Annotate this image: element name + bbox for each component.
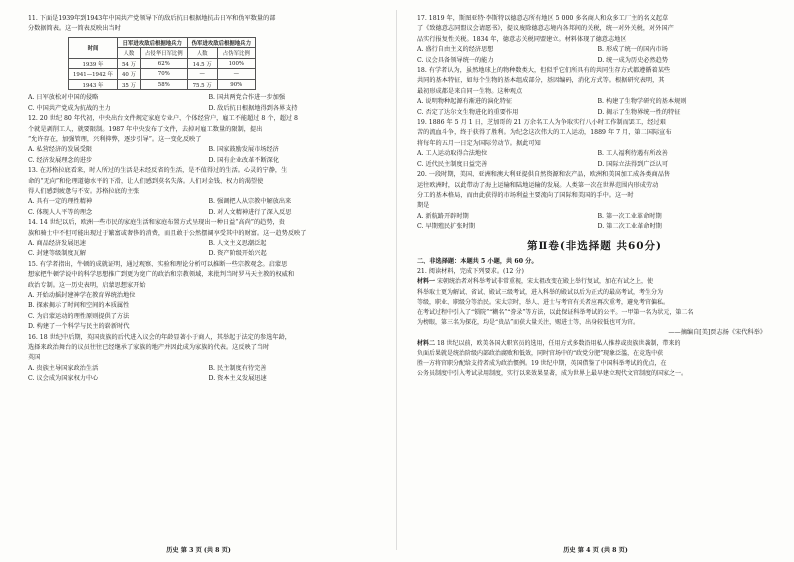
material-1-line-3: 等级，职业、职级分等治民。宋太宗时，举人、进士与考官有关者应再次重考，避免考官偏私。 xyxy=(417,298,670,306)
table-subheader: 占伪军比例 xyxy=(217,48,255,59)
question-20 xyxy=(417,170,772,232)
q15-stem-3: 政治专制。这一历史表明，启蒙思想家开始 xyxy=(28,281,146,289)
option-a[interactable]: A. 说明物种起源有渐进的演化特征 xyxy=(417,98,513,106)
option-b[interactable]: B. 人文主义思潮泛起 xyxy=(208,240,267,247)
q17-stem-2: 了《致德意志同盟议会请愿书》，提议废除德意志境内各邦间的关税，统一对外关税，对外国产 xyxy=(417,25,674,33)
option-b[interactable]: B. 国家鼓励发展市场经济 xyxy=(208,146,279,154)
option-b[interactable]: B. 工人福利待遇有所改善 xyxy=(597,150,668,158)
table-row xyxy=(69,58,256,69)
option-a[interactable]: A. 工人运动取得合法地位 xyxy=(417,150,488,158)
page-footer-left: 历史 第 3 页 (共 8 页) xyxy=(166,547,231,554)
option-a[interactable]: A. 具有一定的理性精神 xyxy=(28,198,93,206)
option-c[interactable]: C. 经济发展理念的进步 xyxy=(28,156,93,164)
q16-stem-3: 英国 xyxy=(28,354,41,362)
q11-table xyxy=(68,37,256,91)
q15-stem-1: 15. 有学者指出，牛顿的成就证明，通过观察、实验和理论分析可以推断一些宗教观念。启蒙思 xyxy=(28,260,288,268)
q14-stem-1: 14. 14 世纪以后，欧洲一些市民的家庭生活和家庭布置方式呈现出一种日益“高尚”的趋势，贵 xyxy=(28,219,285,227)
q14-stem-2: 族和骑士中不但可能出现过于繁富或奢侈的消费，而且敢于公然摆阔享受其中的财富。这一趋势反映了 xyxy=(28,229,307,237)
question-12 xyxy=(28,114,383,166)
table-cell: 58% xyxy=(140,79,187,90)
option-d[interactable]: D. 构建了一个科学与民主的崭新时代 xyxy=(28,323,130,331)
q15-options xyxy=(28,291,383,333)
material-2-label: 材料二 xyxy=(417,339,436,347)
q17-stem-3: 品实行报复性关税。1834 年，德意志关税同盟建立。材料体现了德意志地区 xyxy=(417,35,627,43)
q17-options xyxy=(417,45,772,66)
q15-stem-2: 想家把牛顿学说中的科学思想推广到更为宽广的政治和宗教领域，来批判当时罗马天主教的权威和 xyxy=(28,271,295,279)
q12-stem-3: “允许存在，加强管理，兴利抑弊，逐步引导”。这一变化反映了 xyxy=(28,135,202,143)
q17-stem-1: 17. 1819 年，斯图亚特·李斯特以德意志所有地区 5 000 多名商人和众多工厂主的名义起草 xyxy=(417,15,669,22)
q12-options xyxy=(28,145,383,166)
material-1 xyxy=(417,277,772,338)
material-2-line-2: 负面后果就是统治阶级内部政治腐败和低效，同时官场中的“政党分肥”现象泛滥，在竞选中获 xyxy=(417,349,664,357)
q20-stem-3: 分工的基本格局，而由此获得的市场利益主要流向了国际和美国的手中。这一时 xyxy=(417,191,634,199)
table-cell: 35 万 xyxy=(117,79,140,90)
table-header-japan: 日军进攻敌后根据地兵力 xyxy=(117,37,187,48)
option-a[interactable]: A. 新航路开辟时期 xyxy=(417,212,469,220)
material-1-line-2: 科举取士更为解试、省试、殿试三级考试，进入科举的殿试以后为正式的最高考试，考生分为 xyxy=(417,288,664,296)
table-subheader: 人数 xyxy=(117,48,140,59)
q21-heading: 21. 阅读材料，完成下列要求。(12 分) xyxy=(417,267,524,275)
option-b[interactable]: B. 国共两党合作进一步加强 xyxy=(208,94,286,102)
table-subheader: 占侵华日军比例 xyxy=(140,48,187,59)
q20-stem-4: 期是 xyxy=(417,202,430,210)
q18-stem-3: 最初形成都是来自同一生物。这种观点 xyxy=(417,87,523,95)
q12-stem-2: 个就是剥削工人，就要限制。1987 年中央发布了文件，去掉对雇工数量的限制，提出 xyxy=(28,125,263,133)
option-c[interactable]: C. 中国共产党成为抗战的主力 xyxy=(28,104,111,112)
option-c[interactable]: C. 为启蒙运动的理性原则提供了方法 xyxy=(28,312,130,320)
table-row xyxy=(69,69,256,80)
table-header-puppet: 伪军进攻敌后根据地兵力 xyxy=(187,37,255,48)
option-c[interactable]: C. 早期殖民扩张时期 xyxy=(417,223,475,231)
option-a[interactable]: A. 日军放松对中国的侵略 xyxy=(28,94,99,102)
option-b[interactable]: B. 构建了生物学研究的基本规则 xyxy=(597,98,687,106)
material-1-line-1: 宋朝统治者对科举考试非常重视，宋太祖改变在殿上举行复试，加在有试之上，使 xyxy=(436,278,653,286)
q20-options xyxy=(417,212,772,233)
question-16 xyxy=(28,333,383,385)
option-c[interactable]: C. 否定了达尔文生物进化的重要作用 xyxy=(417,108,519,116)
material-1-label: 材料一 xyxy=(417,278,436,286)
option-d[interactable]: D. 国际立法得到广泛认可 xyxy=(597,160,669,168)
material-2-line-3: 胜一方将官职分配给支持者成为政治惯例。19 世纪中期，英国借鉴了中国科举考试的优点，在 xyxy=(417,360,667,368)
question-13 xyxy=(28,166,383,218)
table-cell: 62% xyxy=(140,58,187,69)
option-b[interactable]: B. 第一次工业革命时期 xyxy=(597,212,662,220)
q13-stem-2: 命的“无向”和伦理道德水平的下滑，让人们感到莫名失落。人们对金钱、权力的渴望使 xyxy=(28,177,264,185)
q14-options xyxy=(28,239,383,260)
option-d[interactable]: D. 资产阶级开始兴起 xyxy=(208,250,267,258)
table-cell: 1943 年 xyxy=(69,79,118,90)
option-d[interactable]: D. 敌后抗日根据地得到各界支持 xyxy=(208,104,298,112)
right-page xyxy=(397,0,794,562)
q20-stem-2: 运往欧洲时，以此带动了海上运输和陆地运输的发展。人类第一次在世界范围内形成劳动 xyxy=(417,181,659,189)
table-cell: 70% xyxy=(140,69,187,80)
q19-stem-1: 19. 1886 年 5 月 1 日，芝加哥的 21 万余名工人为争取实行八小时工作制而罢工，经过艰 xyxy=(417,119,666,127)
question-18 xyxy=(417,66,772,118)
citation: ——摘编自[美]贾志扬《宋代科举》 xyxy=(668,329,766,337)
option-d[interactable]: D. 揭示了生物界统一性的特征 xyxy=(597,108,681,116)
q12-stem-1: 12. 20 世纪 80 年代初，中央出台文件规定家庭专业户、个体经营户，雇工不能超过 8 个，超过 8 xyxy=(28,115,298,123)
option-d[interactable]: D. 资本主义发展迅速 xyxy=(208,375,267,383)
q20-stem-1: 20. 一段时期，美国、亚洲和澳大利亚提供自然资源和农产品，欧洲和美国加工成各类商品售 xyxy=(417,171,671,179)
table-row xyxy=(69,79,256,90)
option-c[interactable]: C. 议会具备领导统一的能力 xyxy=(417,56,494,64)
option-a[interactable]: A. 私营经济的发展受限 xyxy=(28,146,93,154)
material-line xyxy=(417,339,772,349)
table-cell: 100% xyxy=(217,58,255,69)
table-cell: 14.5 万 xyxy=(187,58,217,69)
option-b[interactable]: B. 强调把人从宗教中解放出来 xyxy=(208,198,292,206)
q16-stem-1: 16. 18 世纪中后期，英国贵族的后代进入议会的年龄显著小于商人，其举起于法定的参选年龄， xyxy=(28,333,291,341)
q19-stem-3: 将每年的五月一日定为国际劳动节。据此可知 xyxy=(417,139,541,147)
table-cell: 54 万 xyxy=(117,58,140,69)
question-15 xyxy=(28,260,383,333)
q16-options xyxy=(28,364,383,385)
option-d[interactable]: D. 第二次工业革命时期 xyxy=(597,223,662,231)
q11-options xyxy=(28,93,383,114)
option-d[interactable]: D. 国有企业改革不断深化 xyxy=(208,156,280,164)
q19-options xyxy=(417,149,772,170)
table-header-time: 时间 xyxy=(69,37,118,58)
table-cell: 75.5 万 xyxy=(187,79,217,90)
option-c[interactable]: C. 近代民主制度日益完善 xyxy=(417,160,488,168)
q11-stem-2: 分数据简表。这一简表反映出当时 xyxy=(28,25,121,33)
option-c[interactable]: C. 封建等级制度瓦解 xyxy=(28,250,86,258)
material-1-line-4: 在考试过程中引入了“锁院”“糊名”“誊录”等方法，以此保证科举考试的公平。一甲第一名为状元，第二名 xyxy=(417,308,694,316)
option-b[interactable]: B. 探索揭示了时间和空间的本质属性 xyxy=(28,302,130,310)
option-d[interactable]: D. 对人文精神进行了深入反思 xyxy=(208,208,292,216)
table-cell: 90% xyxy=(217,79,255,90)
option-c[interactable]: C. 体现人人平等的理念 xyxy=(28,208,93,216)
option-c[interactable]: C. 议会成为国家权力中心 xyxy=(28,375,99,383)
page-footer-right: 历史 第 4 页 (共 8 页) xyxy=(563,547,628,554)
question-11 xyxy=(28,14,383,114)
material-2 xyxy=(417,339,772,380)
question-14 xyxy=(28,218,383,260)
q11-stem-1: 11. 下面是1939年到1943年中国共产党领导下的敌后抗日根据地抗击日军和伪军数量的部 xyxy=(28,15,276,22)
q16-stem-2: 选择来政治舞台的议员往往已经继承了家族的地产并因此成为家族的代表。这反映了当时 xyxy=(28,344,270,352)
option-b[interactable]: B. 民主制度有待完善 xyxy=(208,364,267,372)
section-title: 第Ⅱ卷(非选择题 共60分) xyxy=(526,239,663,252)
table-cell: 40 万 xyxy=(117,69,140,80)
material-2-line-1: 18 世纪以前，欧美各国大职官员的选用，任用方式多数沿用私人推荐或贵族世袭制，带来的 xyxy=(436,339,681,347)
material-2-line-4: 公务员制度中引入考试录用制度，实行以来效果显著，成为世界上最早建立现代文官制度的国家之一。 xyxy=(417,370,688,378)
option-a[interactable]: A. 商品经济发展迅速 xyxy=(28,240,86,247)
question-17 xyxy=(417,14,772,66)
table-cell: — xyxy=(187,69,217,80)
q13-options xyxy=(28,197,383,218)
material-1-line-5: 为榜眼，第三名为探花，均是“贵品”而获大量关注，赐进士等，出身较低也可为官。 xyxy=(417,319,640,327)
q13-stem-1: 13. 在苏格拉底看来，时人所过的生活是未经反省的生活，是不值得过的生活。心灵的宁静，生 xyxy=(28,167,288,175)
q19-stem-2: 苦的流血斗争，终于获得了胜利。为纪念这次伟大的工人运动，1889 年 7 月，第二国际宣布 xyxy=(417,129,672,137)
table-cell: 1941—1942 年 xyxy=(69,69,118,80)
option-a[interactable]: A. 开始动摇封建神学在教育界统治地位 xyxy=(28,292,136,300)
material-line xyxy=(417,277,772,287)
option-d[interactable]: D. 统一成为历史必然趋势 xyxy=(597,56,669,64)
question-19 xyxy=(417,118,772,170)
q13-stem-3: 得人们感到疲惫与不安。苏格拉底的主张 xyxy=(28,187,140,195)
q18-options xyxy=(417,97,772,118)
table-cell: — xyxy=(217,69,255,80)
table-subheader: 人数 xyxy=(187,48,217,59)
option-a[interactable]: A. 盛行自由主义的经济思想 xyxy=(417,46,494,54)
q18-stem-1: 18. 有学者认为，虽然地球上的物种数类大，但似乎它们所具有的共同生存方式都遵循着某些 xyxy=(417,67,671,75)
section-heading: 二、非选择题：本题共 5 小题，共 60 分。 xyxy=(417,257,538,265)
table-cell: 1939 年 xyxy=(69,58,118,69)
option-a[interactable]: A. 贵族主导国家政治生活 xyxy=(28,364,99,372)
q18-stem-2: 共同的基本特征，如每个生物的基本组成部分，基因编码，消化方式等。根据研究表明，其 xyxy=(417,77,665,85)
option-b[interactable]: B. 形成了统一的国内市场 xyxy=(597,46,668,54)
